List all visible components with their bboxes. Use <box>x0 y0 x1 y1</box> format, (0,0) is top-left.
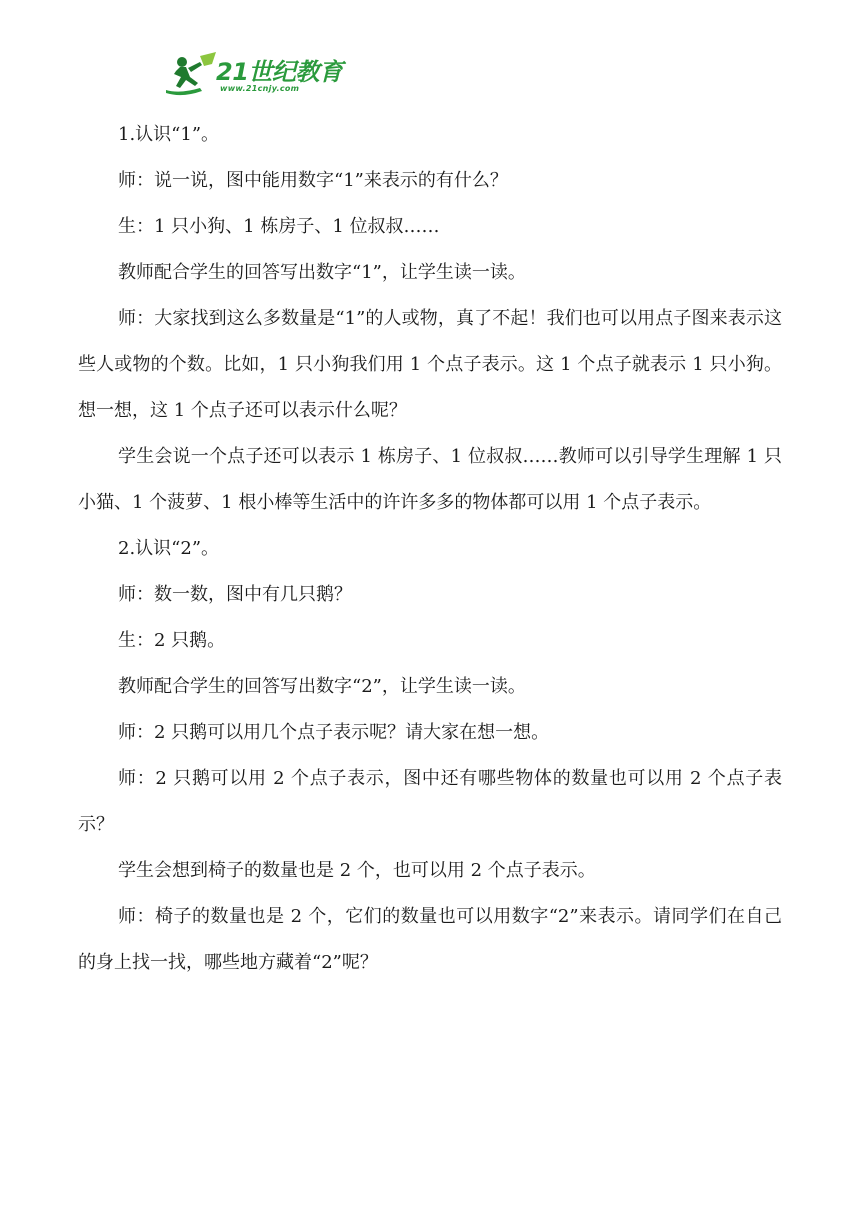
paragraph: 1.认识“1”。 <box>118 124 220 145</box>
logo-url: www.21cnjy.com <box>220 84 300 93</box>
document-body <box>78 112 782 986</box>
paragraph: 2.认识“2”。 <box>118 538 220 559</box>
paragraph: 教师配合学生的回答写出数字“2”，让学生读一读。 <box>118 676 526 697</box>
paragraph: 师：大家找到这么多数量是“1”的人或物，真了不起！我们也可以用点子图来表示这些人或物的个数。比如，1 只小狗我们用 1 个点子表示。这 1 个点子就表示 1 只小狗。想一想，这 1 个点子还可以表示什么呢？ <box>78 308 782 421</box>
paragraph: 教师配合学生的回答写出数字“1”，让学生读一读。 <box>118 262 526 283</box>
paragraph: 师：2 只鹅可以用几个点子表示呢？请大家在想一想。 <box>118 722 550 743</box>
paragraph: 生：2 只鹅。 <box>118 630 226 651</box>
paragraph: 师：椅子的数量也是 2 个，它们的数量也可以用数字“2”来表示。请同学们在自己的身上找一找，哪些地方藏着“2”呢？ <box>78 906 782 973</box>
header-logo <box>160 50 343 100</box>
paragraph: 师：说一说，图中能用数字“1”来表示的有什么？ <box>118 170 508 191</box>
runner-logo-icon <box>160 50 220 98</box>
paragraph: 学生会说一个点子还可以表示 1 栋房子、1 位叔叔……教师可以引导学生理解 1 只小猫、1 个菠萝、1 根小棒等生活中的许许多多的物体都可以用 1 个点子表示。 <box>78 446 782 513</box>
paragraph: 师：数一数，图中有几只鹅？ <box>118 584 352 605</box>
paragraph: 生：1 只小狗、1 栋房子、1 位叔叔…… <box>118 216 440 237</box>
logo-text: 21世纪教育 <box>216 58 343 86</box>
paragraph: 师：2 只鹅可以用 2 个点子表示，图中还有哪些物体的数量也可以用 2 个点子表示？ <box>78 768 782 835</box>
paragraph: 学生会想到椅子的数量也是 2 个，也可以用 2 个点子表示。 <box>118 860 596 881</box>
